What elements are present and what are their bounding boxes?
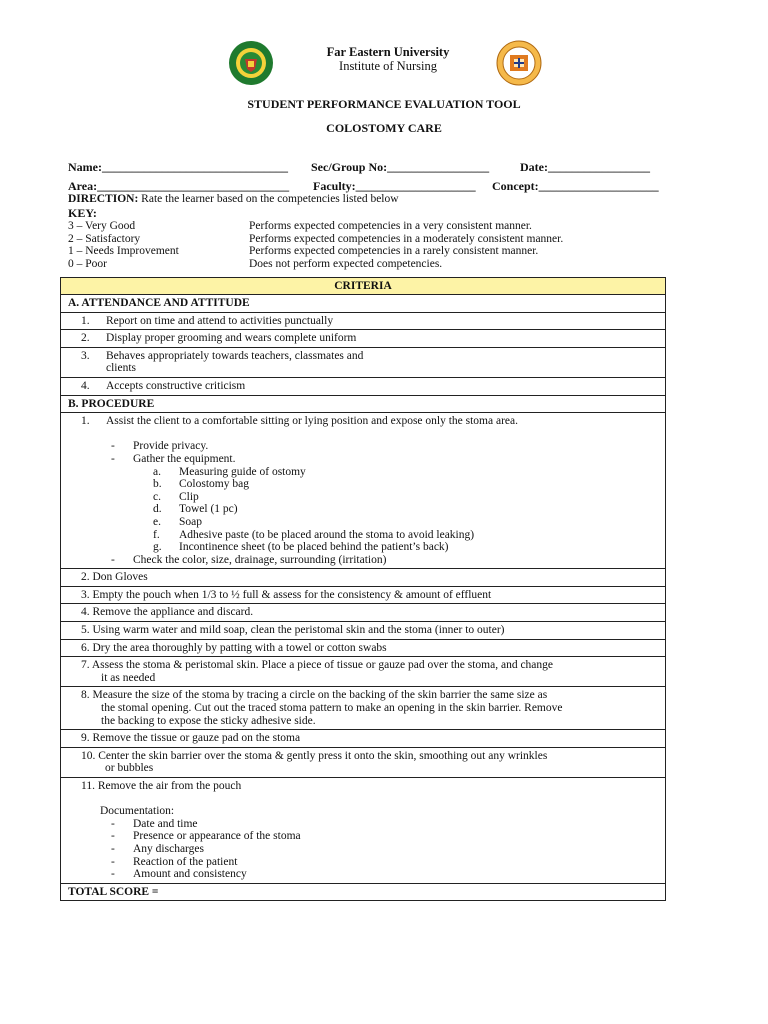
item-text-continued: the stomal opening. Cut out the traced stoma pattern to make an opening in the skin barrier. Remove: [101, 702, 563, 715]
document-title: STUDENT PERFORMANCE EVALUATION TOOL: [247, 97, 521, 111]
key-row: [68, 245, 668, 258]
list-item: g. Incontinence sheet (to be placed behind the patient’s back): [153, 541, 449, 554]
section-a-heading: A. ATTENDANCE AND ATTITUDE: [61, 295, 665, 313]
key-label: KEY:: [68, 206, 97, 220]
section-b-heading: B. PROCEDURE: [61, 396, 665, 414]
item-text: Display proper grooming and wears complete uniform: [106, 332, 357, 345]
dash-bullet: -: [111, 817, 115, 830]
direction-label: DIRECTION:: [68, 193, 139, 205]
date-field[interactable]: Date:_________________: [520, 160, 650, 174]
key-row: [68, 220, 668, 233]
key-desc: Performs expected competencies in a moderately consistent manner.: [249, 232, 564, 245]
dash-bullet: -: [111, 440, 115, 453]
letterhead: [228, 40, 548, 88]
list-item: e. Soap: [153, 515, 202, 528]
key-row: [68, 233, 668, 246]
item-text: 11. Remove the air from the pouch: [81, 780, 242, 792]
item-text-continued: clients: [106, 362, 137, 375]
institute-name: Institute of Nursing: [339, 59, 437, 73]
dash-bullet: -: [111, 855, 115, 868]
list-item: f. Adhesive paste (to be placed around the stoma to avoid leaking): [153, 528, 475, 541]
list-item: b. Colostomy bag: [153, 478, 249, 491]
table-row: 5. Using warm water and mild soap, clean the peristomal skin and the stoma (inner to outer): [61, 622, 665, 640]
name-field[interactable]: Name:_______________________________: [68, 160, 288, 174]
table-row: [61, 313, 665, 331]
key-list: [68, 220, 668, 270]
concept-field[interactable]: Concept:____________________: [492, 179, 659, 193]
item-number: 2.: [81, 332, 90, 345]
key-desc: Does not perform expected competencies.: [249, 257, 443, 270]
key-row: [68, 258, 668, 271]
list-item: c. Clip: [153, 490, 199, 503]
key-code: 0 – Poor: [68, 257, 107, 270]
item-text: Report on time and attend to activities punctually: [106, 314, 334, 327]
university-seal-icon: [228, 40, 274, 86]
item-text: Assist the client to a comfortable sitting or lying position and expose only the stoma area.: [106, 415, 519, 428]
list-item: Presence or appearance of the stoma: [133, 830, 301, 843]
dash-bullet: -: [111, 830, 115, 843]
university-name: Far Eastern University: [326, 45, 450, 59]
item-text: Behaves appropriately towards teachers, classmates and: [106, 349, 364, 362]
documentation-label: Documentation:: [100, 805, 175, 818]
info-fields: [68, 158, 708, 196]
list-item: d. Towel (1 pc): [153, 503, 238, 516]
table-row: 9. Remove the tissue or gauze pad on the stoma: [61, 730, 665, 748]
privacy-step: Provide privacy.: [133, 440, 209, 453]
item-number: 4.: [81, 379, 90, 392]
direction-text: [68, 193, 399, 205]
key-desc: Performs expected competencies in a very consistent manner.: [249, 220, 532, 232]
document-subtitle: COLOSTOMY CARE: [326, 121, 442, 135]
direction-body: Rate the learner based on the competencies listed below: [138, 193, 399, 205]
faculty-field[interactable]: Faculty:____________________: [313, 179, 476, 193]
dash-bullet: -: [111, 868, 115, 881]
area-field[interactable]: Area:________________________________: [68, 179, 290, 193]
item-text-continued: the backing to expose the sticky adhesive side.: [101, 714, 316, 727]
dash-bullet: -: [111, 452, 115, 465]
table-row: [61, 378, 665, 396]
table-row: [61, 348, 665, 378]
table-row: 6. Dry the area thoroughly by patting with a towel or cotton swabs: [61, 640, 665, 658]
table-row: [61, 413, 665, 569]
item-text: 8. Measure the size of the stoma by tracing a circle on the backing of the skin barrier the same size as: [81, 689, 548, 702]
item-text: Accepts constructive criticism: [106, 379, 246, 392]
table-row: [61, 657, 665, 687]
list-item: Reaction of the patient: [133, 855, 238, 868]
list-item: a. Measuring guide of ostomy: [153, 465, 306, 478]
item-text: 10. Center the skin barrier over the stoma & gently press it onto the skin, smoothing out any wrinkles: [81, 749, 548, 762]
key-desc: Performs expected competencies in a rarely consistent manner.: [249, 245, 539, 258]
list-item: Date and time: [133, 817, 198, 830]
table-row: [61, 687, 665, 730]
table-row: [61, 330, 665, 348]
item-text-continued: or bubbles: [105, 762, 154, 775]
item-text-continued: it as needed: [101, 671, 156, 684]
gather-step: Gather the equipment.: [133, 452, 236, 465]
criteria-table: [60, 277, 666, 901]
criteria-header: CRITERIA: [61, 278, 665, 295]
nursing-seal-icon: [496, 40, 542, 86]
key-code: 3 – Very Good: [68, 220, 136, 232]
dash-bullet: -: [111, 842, 115, 855]
item-number: 1.: [81, 314, 90, 327]
table-row: [61, 748, 665, 778]
key-code: 2 – Satisfactory: [68, 232, 141, 245]
list-item: Any discharges: [133, 842, 205, 855]
sec-group-field[interactable]: Sec/Group No:_________________: [311, 160, 490, 174]
check-step: Check the color, size, drainage, surrounding (irritation): [133, 553, 387, 566]
table-row: 3. Empty the pouch when 1/3 to ½ full & assess for the consistency & amount of effluent: [61, 587, 665, 605]
item-number: 1.: [81, 415, 90, 428]
item-text: 7. Assess the stoma & peristomal skin. Place a piece of tissue or gauze pad over the stoma, and change: [81, 659, 554, 672]
total-score: TOTAL SCORE =: [68, 885, 159, 898]
item-number: 3.: [81, 349, 90, 362]
table-row: [61, 778, 665, 884]
table-row: 2. Don Gloves: [61, 569, 665, 587]
key-code: 1 – Needs Improvement: [68, 245, 179, 258]
list-item: Amount and consistency: [133, 868, 247, 881]
dash-bullet: -: [111, 553, 115, 566]
table-row: 4. Remove the appliance and discard.: [61, 604, 665, 622]
